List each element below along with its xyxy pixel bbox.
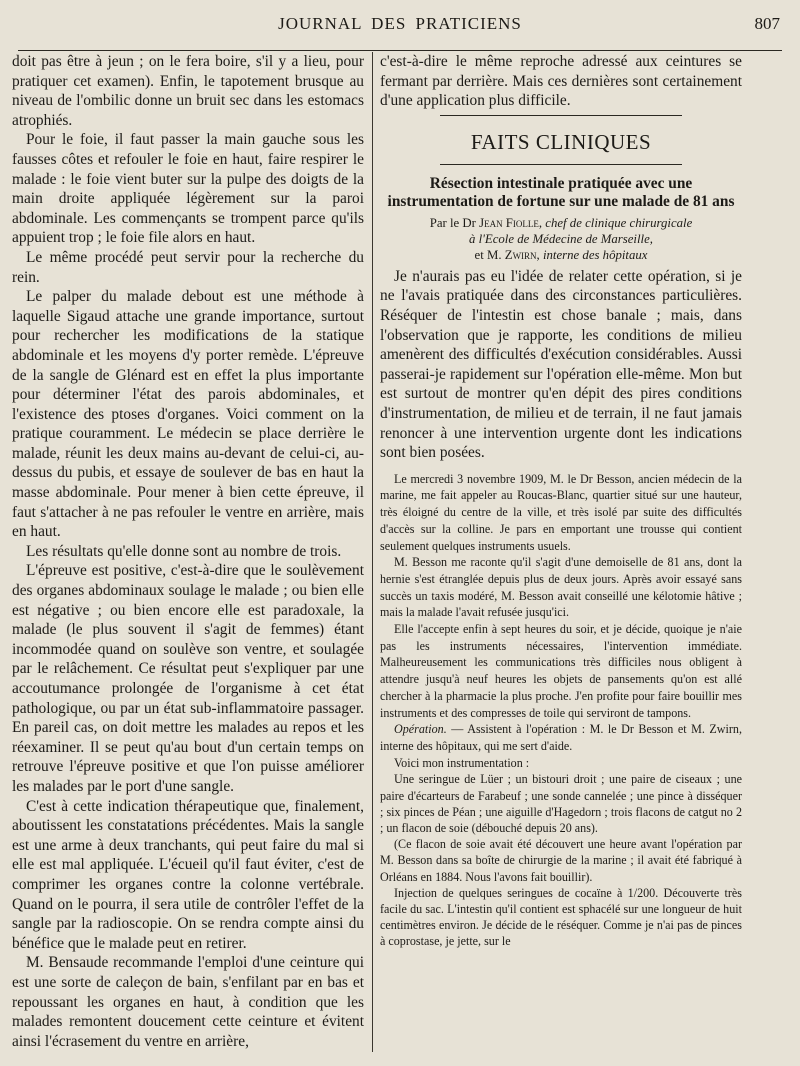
operation-text: — Assistent à l'opération : M. le Dr Besson et M. Zwirn, interne des hôpitaux, qui me sert d'aide.: [380, 722, 742, 753]
right-column: [380, 52, 742, 950]
column-divider: [372, 52, 373, 1052]
continuation-paragraph: c'est-à-dire le même reproche adressé aux ceintures se fermant par derrière. Mais ces dernières sont certainement d'une application plus difficile.: [380, 53, 742, 110]
observation-paragraph: M. Besson me raconte qu'il s'agit d'une demoiselle de 81 ans, dont la hernie s'est étranglée depuis plus de deux jours. Après avoir essayé sans succès un taxis modéré, M. Besson avait conseillé une kélotomie hâtive ; mais la malade l'avait refusée jusqu'ici.: [380, 555, 742, 620]
paragraph: Pour le foie, il faut passer la main gauche sous les fausses côtes et refouler le foie en haut, faire respirer le malade : le foie vient buter sur la pulpe des doigts de la main droite appliquée légèrement sur la paroi abdominale. Les commençants se trompent parce qu'ils appuient trop ; le foie file alors en haut.: [12, 131, 364, 247]
author-role: interne des hôpitaux: [542, 247, 648, 262]
page-header: [18, 12, 782, 42]
article-title: Résection intestinale pratiquée avec une instrumentation de fortune sur une malade de 81 ans: [387, 174, 735, 210]
paragraph: Le même procédé peut servir pour la recherche du rein.: [12, 248, 364, 286]
section-title: FAITS CLINIQUES: [470, 129, 652, 154]
byline-prefix: Par le Dr: [429, 215, 476, 230]
header-rule: [18, 50, 782, 51]
paragraph: C'est à cette indication thérapeutique que, finalement, aboutissent les constatations précédentes. Mais la sangle est une arme à deux tranchants, qui peut faire du mal si elle est mal appliquée. L'écueil qu'il faut éviter, c'est de comprimer les organes contre la colonne vertébrale. Quand on le pourra, il sera utile de contrôler l'effet de la sangle par la radioscopie. On se rendra compte ainsi du bénéfice que le malade peut en retirer.: [12, 797, 364, 952]
author-name: Zwirn,: [504, 247, 540, 262]
operation-paragraph: [380, 721, 742, 754]
left-column: [12, 52, 364, 1051]
paragraph: Le palper du malade debout est une méthode à laquelle Sigaud attache une grande importance, surtout pour rechercher les modifications de la statique abdominale et les moyens d'y porter remède. L'épreuve de la sangle de Glénard est en effet la plus importante pour déterminer l'état des parois abdominales, et l'existence des ptoses d'organes. Voici comment on la pratique couramment. Le médecin se place derrière le malade, réunit les deux mains au-devant de celui-ci, au-dessus du pubis, et essaye de soulever de bas en haut la masse abdominale. Pour mener à bien cette épreuve, il faut s'attacher à ne pas refouler le ventre en arrière, mais en haut.: [12, 288, 364, 541]
operation-label: Opération.: [394, 722, 447, 737]
injection-paragraph: Injection de quelques seringues de cocaïne à 1/200. Découverte très facile du sac. L'intestin qu'il contient est sphacélé sur une longueur de huit centimètres environ. Je décide de le réséquer. Comme je n'ai pas de pinces à coprostase, je jette, sur le: [380, 885, 742, 949]
paragraph: L'épreuve est positive, c'est-à-dire que le soulèvement des organes abdominaux soulage le malade ; ou bien elle est négative ; ou bien encore elle est paradoxale, la malade (le plus souvent il s'agit de femmes) étant incommodée quand on soulève son ventre, et soulagée par le relâchement. Ce résultat peut s'expliquer par une accoutumance prolongée de l'organisme à cet état pathologique, ou par un état sub-inflammatoire passager. En pareil cas, on doit mettre les malades au repos et les réexaminer. Il se peut qu'au bout d'un certain temps on retrouve l'épreuve positive et que l'on puisse améliorer les malades par le port d'une sangle.: [12, 562, 364, 795]
author-role: chef de clinique chirurgicale: [545, 215, 693, 230]
observation-paragraph: Elle l'accepte enfin à sept heures du soir, et je décide, quoique je n'aie pas les instruments nécessaires, l'intervention immédiate. Malheureusement les communications très difficiles nous obligent à attendre jusqu'à neuf heures les objets de pansements qu'on est allé chercher à la pharmacie la plus proche. J'en profite pour faire bouillir mes instruments et des compresses de toile qui serviront de tampons.: [380, 622, 742, 720]
section-rule: [440, 115, 682, 116]
paragraph: doit pas être à jeun ; on le fera boire, s'il y a lieu, pour pratiquer cet examen). Enfin, le tapotement brusque au niveau de l'ombilic donne un bruit sec dans les estomacs atrophiés.: [12, 53, 364, 129]
observation-paragraph: Le mercredi 3 novembre 1909, M. le Dr Besson, ancien médecin de la marine, me fait appeler au Roucas-Blanc, quartier situé sur une hauteur, très éloigné du centre de la ville, et très isolé par suite des difficultés d'accès sur la colline. Je pars en emportant une trousse qui contient seulement quelques instruments usuels.: [380, 471, 742, 553]
instrumentation-heading: Voici mon instrumentation :: [394, 755, 530, 770]
paragraph: M. Bensaude recommande l'emploi d'une ceinture qui est une sorte de caleçon de bain, s'enfilant par en bas et repoussant les organes en haut, à condition que les malades remontent doucement cette ceinture et évitent ainsi l'écrasement du ventre en arrière,: [12, 954, 364, 1050]
paragraph: Les résultats qu'elle donne sont au nombre de trois.: [26, 542, 342, 560]
page-number: 807: [754, 14, 780, 33]
byline-prefix: et M.: [474, 247, 502, 262]
intro-paragraph: Je n'aurais pas eu l'idée de relater cette opération, si je ne l'avais pratiquée dans des circonstances particulières. Réséquer de l'intestin est chose banale ; mais, dans l'observation que je rapporte, les conditions de milieu amenèrent des difficultés d'exécution considérables. Aussi passerai-je rapidement sur l'opération elle-même. Mon but est surtout de montrer qu'en dépit des pires conditions d'instrumentation, de milieu et de terrain, il ne faut jamais renoncer à une intervention urgente dont les indications sont bien posées.: [380, 267, 742, 462]
silk-note: (Ce flacon de soie avait été découvert une heure avant l'opération par M. Besson dans sa boîte de chirurgie de la marine ; il avait été fabriqué à Orléans en 1884. Nous l'avons fait bouillir).: [380, 837, 742, 884]
author-name: Jean Fiolle,: [479, 215, 543, 230]
byline: [380, 215, 742, 263]
journal-title: JOURNAL DES PRATICIENS: [278, 14, 522, 33]
author-affiliation: à l'Ecole de Médecine de Marseille,: [469, 231, 653, 246]
instruments-list: Une seringue de Lüer ; un bistouri droit ; une paire de ciseaux ; une paire d'écarteurs de Farabeuf ; une sonde cannelée ; une pince à disséquer ; six pinces de Péan ; une aiguille d'Hagedorn ; trois flacons de catgut no 2 ; un flacon de soie (débouché depuis 20 ans).: [380, 772, 742, 835]
section-rule: [440, 164, 682, 165]
